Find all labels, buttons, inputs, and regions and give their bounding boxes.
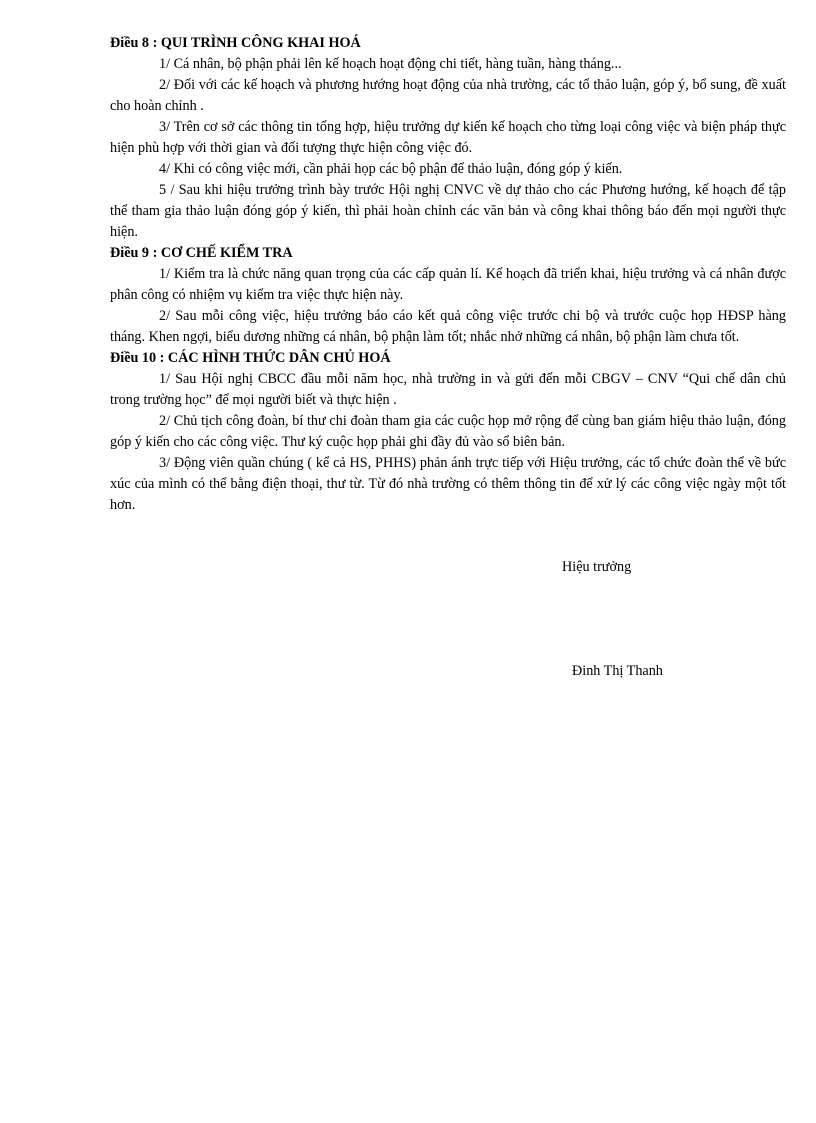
- article-8-item-4: 4/ Khi có công việc mới, cần phải họp các bộ phận để thảo luận, đóng góp ý kiến.: [159, 161, 623, 177]
- article-8-item-5: 5 / Sau khi hiệu trưởng trình bày trước Hội nghị CNVC về dự thảo cho các Phương hướng, kế hoạch để tập thể tham gia thảo luận đóng góp ý kiến, thì phải hoàn chỉnh các văn bản và công khai thông báo đến mọi người thực hiện.: [110, 182, 786, 240]
- article-8-item-2: 2/ Đối với các kế hoạch và phương hướng hoạt động của nhà trường, các tổ thảo luận, góp ý, bổ sung, đề xuất cho hoàn chỉnh .: [110, 77, 786, 114]
- document-body: [110, 33, 786, 516]
- article-10-heading: Điều 10 : CÁC HÌNH THỨC DÂN CHỦ HOÁ: [110, 350, 391, 366]
- signature-title: Hiệu trưởng: [562, 559, 632, 575]
- article-9-heading: Điều 9 : CƠ CHẾ KIỂM TRA: [110, 245, 293, 261]
- article-8-item-3: 3/ Trên cơ sở các thông tin tổng hợp, hiệu trưởng dự kiến kế hoạch cho từng loại công việc và biện pháp thực hiện phù hợp với thời gian và đối tượng thực hiện công việc đó.: [110, 119, 786, 156]
- article-10-item-3: 3/ Động viên quần chúng ( kể cả HS, PHHS) phản ánh trực tiếp với Hiệu trưởng, các tổ chức đoàn thể về bức xúc của mình có thể bằng điện thoại, thư từ. Từ đó nhà trường có thêm thông tin để xử lý các công việc ngày một tốt hơn.: [110, 455, 786, 513]
- signature-name: Đinh Thị Thanh: [572, 663, 663, 679]
- article-8-heading: Điều 8 : QUI TRÌNH CÔNG KHAI HOÁ: [110, 35, 361, 51]
- article-9-item-1: 1/ Kiểm tra là chức năng quan trọng của các cấp quản lí. Kế hoạch đã triển khai, hiệu trưởng và cá nhân được phân công có nhiệm vụ kiểm tra việc thực hiện này.: [110, 266, 786, 303]
- article-8-item-1: 1/ Cá nhân, bộ phận phải lên kế hoạch hoạt động chi tiết, hàng tuần, hàng tháng...: [159, 56, 622, 72]
- article-10-item-2: 2/ Chủ tịch công đoàn, bí thư chi đoàn tham gia các cuộc họp mở rộng để cùng ban giám hiệu thảo luận, đóng góp ý kiến cho các công việc. Thư ký cuộc họp phải ghi đầy đủ vào sổ biên bản.: [110, 413, 786, 450]
- article-9-item-2: 2/ Sau mỗi công việc, hiệu trưởng báo cáo kết quả công việc trước chi bộ và trước cuộc họp HĐSP hàng tháng. Khen ngợi, biểu dương những cá nhân, bộ phận làm tốt; nhắc nhở những cá nhân, bộ phận làm chưa tốt.: [110, 308, 786, 345]
- article-10-item-1: 1/ Sau Hội nghị CBCC đầu mỗi năm học, nhà trường in và gửi đến mỗi CBGV – CNV “Qui chế dân chủ trong trường học” để mọi người biết và thực hiện .: [110, 371, 786, 408]
